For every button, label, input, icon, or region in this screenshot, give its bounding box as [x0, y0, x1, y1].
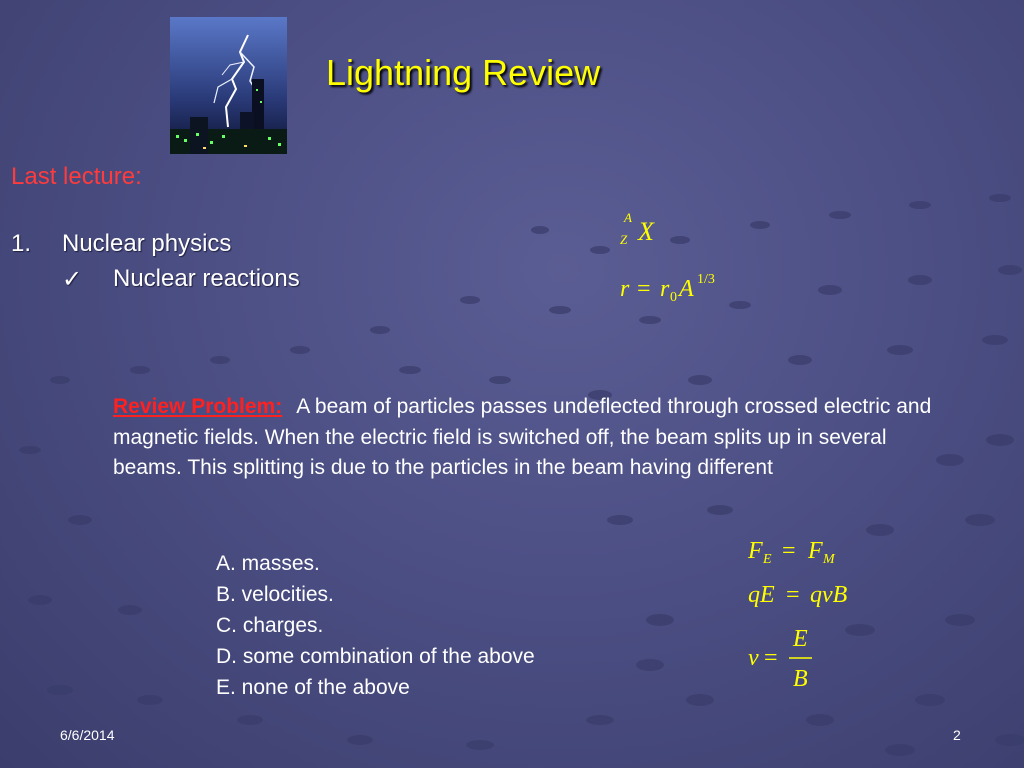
choice-b: B. velocities.: [216, 583, 334, 606]
svg-text:B: B: [793, 666, 808, 692]
force-balance-equation: [746, 534, 856, 570]
last-lecture-heading: Last lecture:: [11, 163, 142, 190]
svg-text:qE: qE: [748, 582, 775, 608]
choice-a: A. masses.: [216, 552, 320, 575]
svg-text:qvB: qvB: [810, 582, 848, 608]
svg-text:r: r: [620, 276, 630, 302]
svg-text:=: =: [786, 582, 800, 608]
nuclide-symbol: X: [638, 217, 654, 246]
slide-number: 2: [953, 727, 961, 743]
review-problem-label: Review Problem:: [113, 395, 283, 418]
svg-text:=: =: [764, 645, 778, 671]
svg-text:v: v: [748, 645, 759, 671]
slide-date: 6/6/2014: [60, 727, 115, 743]
svg-text:A: A: [679, 276, 694, 302]
nuclide-mass-number: A: [624, 210, 632, 225]
velocity-equation: [746, 622, 826, 692]
svg-text:M: M: [823, 552, 835, 567]
electric-magnetic-force-equation: [746, 578, 866, 612]
outline-subitem-nuclear-reactions: Nuclear reactions: [113, 265, 300, 292]
checkmark-icon: ✓: [62, 266, 83, 293]
outline-number: 1.: [11, 230, 32, 257]
svg-text:r: r: [660, 276, 670, 302]
svg-text:F: F: [808, 538, 823, 564]
nuclide-atomic-number: Z: [620, 232, 628, 247]
slide-title: Lightning Review: [326, 52, 601, 93]
choice-c: C. charges.: [216, 614, 324, 637]
svg-text:1/3: 1/3: [697, 272, 715, 287]
svg-text:=: =: [637, 276, 651, 302]
lightning-photo: [170, 17, 287, 154]
svg-text:F: F: [748, 538, 763, 564]
review-problem: [113, 392, 943, 484]
review-problem-text: A beam of particles passes undeflected through crossed electric and magnetic fields. When the electric field is switched off, the beam splits up in several beams. This splitting is due to the particles in the beam having different: [113, 395, 932, 479]
nuclear-radius-equation: [618, 266, 728, 306]
svg-text:E: E: [793, 626, 808, 652]
nuclide-notation-equation: [618, 208, 668, 252]
svg-text:=: =: [782, 538, 796, 564]
answer-choices: [216, 548, 535, 703]
outline-item-nuclear-physics: Nuclear physics: [62, 230, 232, 257]
svg-text:0: 0: [670, 290, 677, 305]
choice-e: E. none of the above: [216, 676, 410, 699]
choice-d: D. some combination of the above: [216, 645, 535, 668]
svg-text:E: E: [763, 552, 772, 567]
